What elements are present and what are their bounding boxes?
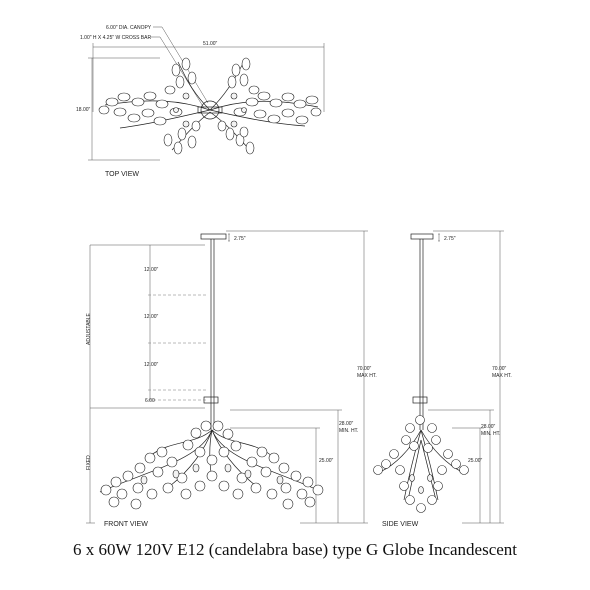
spec-caption: 6 x 60W 120V E12 (candelabra base) type G Globe Incandescent [72, 540, 518, 559]
front-body-ht: 25.00" [319, 458, 334, 464]
canopy-callout: 6.00" DIA. CANOPY [106, 25, 152, 31]
side-bulbs [410, 475, 433, 494]
side-canopy-dim: 2.75" [444, 236, 456, 242]
rod-segment-3: 12.00" [144, 362, 159, 368]
top-depth-dim: 18.00" [76, 107, 91, 113]
side-max-ht-label: MAX HT. [492, 373, 512, 379]
rod-segment-1: 12.00" [144, 267, 159, 273]
front-min-ht-label: MIN. HT. [339, 428, 359, 434]
front-leaves [101, 421, 323, 509]
adjustable-label: ADJUSTABLE [86, 313, 92, 345]
top-width-dim: 51.00" [203, 41, 218, 47]
front-min-ht-value: 28.00" [339, 421, 354, 427]
crossbar-callout: 1.00" H X 4.25" W CROSS BAR [80, 35, 152, 41]
side-max-ht-value: 70.00" [492, 366, 507, 372]
top-view-label: TOP VIEW [105, 171, 139, 178]
front-view-label: FRONT VIEW [104, 521, 148, 528]
side-view-label: SIDE VIEW [382, 521, 419, 528]
top-view-leaves [99, 58, 321, 154]
side-body-ht: 25.00" [468, 458, 483, 464]
front-max-ht-value: 70.00" [357, 366, 372, 372]
front-view [86, 231, 377, 528]
rod-segment-2: 12.00" [144, 314, 159, 320]
top-view [76, 25, 324, 178]
side-min-ht-label: MIN. HT. [481, 431, 501, 437]
fixed-label: FIXED [86, 455, 92, 470]
side-min-ht-value: 28.00" [481, 424, 496, 430]
front-canopy [201, 234, 226, 239]
rod-segment-4: 6.00 [145, 398, 155, 404]
front-canopy-dim: 2.75" [234, 236, 246, 242]
front-max-ht-label: MAX HT. [357, 373, 377, 379]
side-canopy [411, 234, 433, 239]
side-view [374, 231, 512, 528]
